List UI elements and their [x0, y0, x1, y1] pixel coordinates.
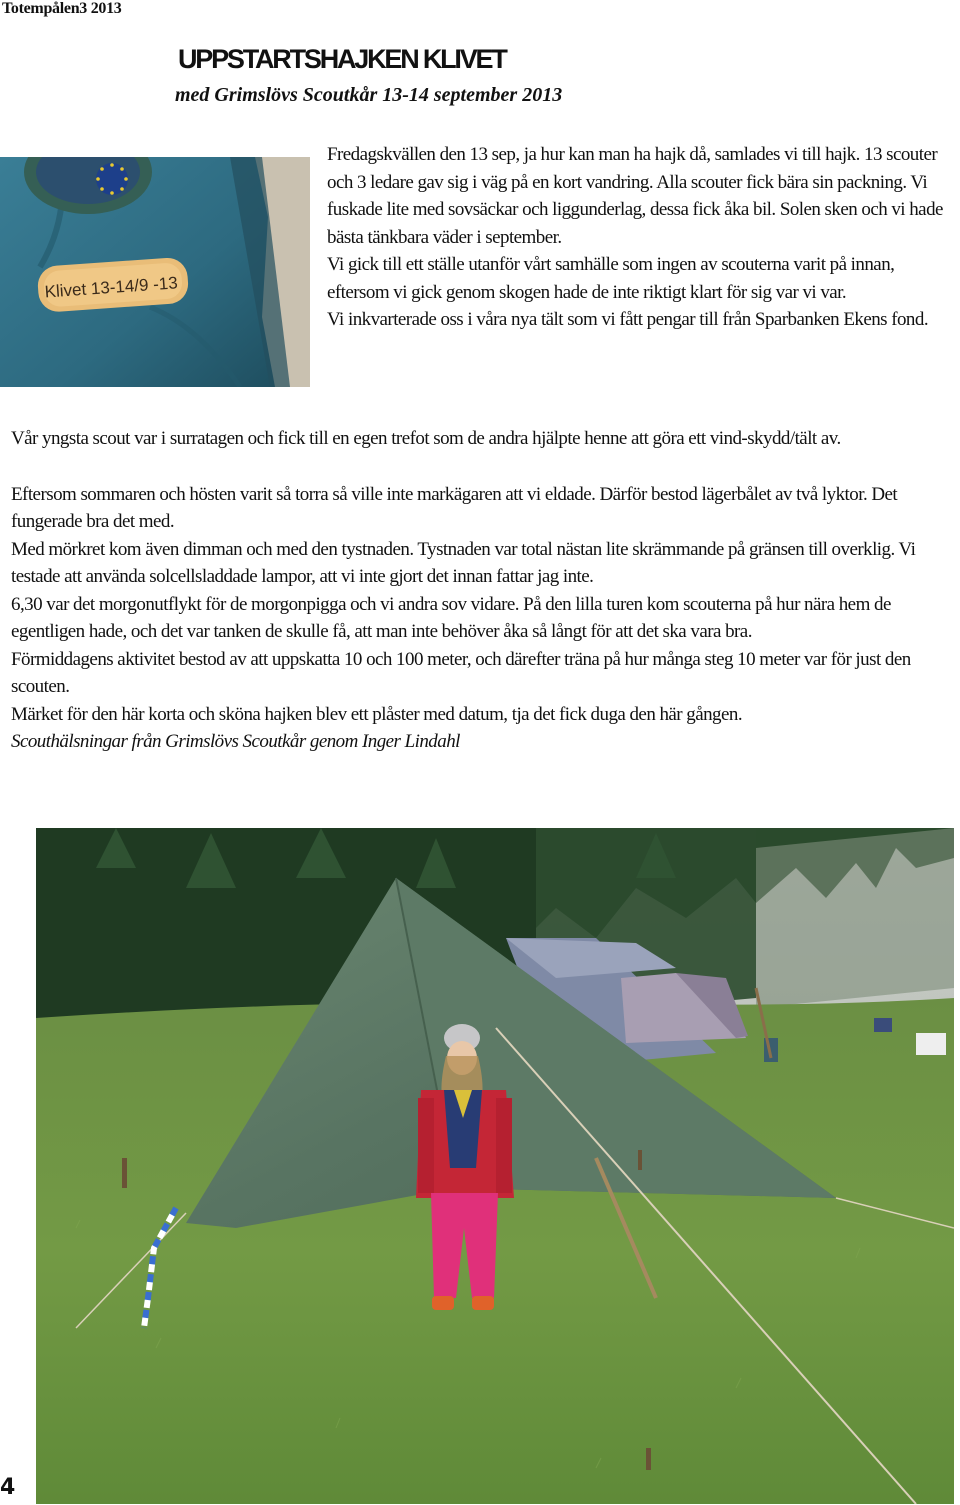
tarp-shelter-photo — [36, 828, 954, 1504]
article-subtitle: med Grimslövs Scoutkår 13-14 september 2013 — [175, 84, 563, 106]
body-paragraph: Med mörkret kom även dimman och med den tystnaden. Tystnaden var total nästan lite skrämmande på gränsen till overklig. Vi testade att använda solcellsladdade lampor, att vi inte gjort det innan fattar jag inte. — [11, 538, 916, 587]
body-paragraph: 6,30 var det morgonutflykt för de morgonpigga och vi andra sov vidare. På den lilla turen kom scouterna på hur nära hem de egentligen hade, och det var tanken de skulle få, att man inte behöver åka så långt för att det ska vara bra. — [11, 593, 891, 642]
page-number: 4 — [0, 1475, 16, 1500]
intro-text — [327, 141, 959, 334]
article-body — [11, 425, 951, 756]
intro-paragraph: Vi gick till ett ställe utanför vårt samhälle som ingen av scouterna varit på innan, eftersom vi gick genom skogen hade de inte riktigt klart för sig var vi var. — [327, 254, 895, 303]
patch-label: Klivet 13-14/9 -13 — [44, 273, 179, 302]
scout-shirt-photo — [0, 157, 310, 387]
body-paragraph: Förmiddagens aktivitet bestod av att uppskatta 10 och 100 meter, och därefter träna på hur många steg 10 meter var för just den scouten. — [11, 648, 911, 697]
signoff: Scouthälsningar från Grimslövs Scoutkår genom Inger Lindahl — [11, 731, 460, 752]
body-paragraph: Märket för den här korta och sköna hajken blev ett plåster med datum, tja det fick duga den här gången. — [11, 703, 743, 725]
body-paragraph: Eftersom sommaren och hösten varit så torra så ville inte markägaren att vi eldade. Därför bestod lägerbålet av två lyktor. Det fungerade bra det med. — [11, 483, 898, 532]
publication-header: Totempålen3 2013 — [2, 0, 122, 17]
article-title: UPPSTARTSHAJKEN KLIVET — [178, 44, 506, 74]
body-paragraph: Vår yngsta scout var i surratagen och fick till en egen trefot som de andra hjälpte henne att göra ett vind-skydd/tält av. — [11, 428, 841, 449]
intro-paragraph: Fredagskvällen den 13 sep, ja hur kan man ha hajk då, samlades vi till hajk. 13 scouter och 3 ledare gav sig i väg på en kort vandring. Alla scouter fick bära sin packning. Vi fuskade lite med sovsäckar och liggunderlag, dessa fick åka bil. Solen sken och vi hade bästa tänkbara väder i september. — [327, 144, 943, 248]
intro-paragraph: Vi inkvarterade oss i våra nya tält som vi fått pengar till från Sparbanken Ekens fond. — [327, 309, 929, 330]
